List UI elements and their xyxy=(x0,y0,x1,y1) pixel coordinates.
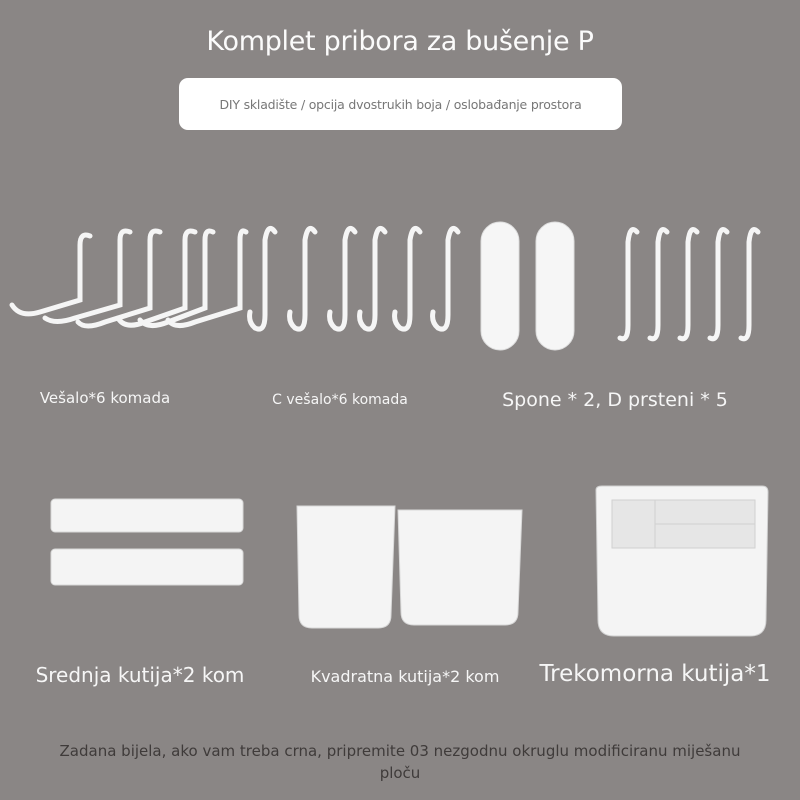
clip-icon xyxy=(481,222,574,350)
label-l-hook: Vešalo*6 komada xyxy=(39,389,171,407)
c-hook-icon xyxy=(250,228,458,329)
square-box-icon xyxy=(297,506,522,628)
d-ring-icon xyxy=(620,230,758,339)
three-compartment-box-icon xyxy=(596,486,768,636)
shelf-box-icon xyxy=(51,499,243,585)
label-square-box: Kvadratna kutija*2 kom xyxy=(310,667,500,686)
label-clips-rings: Spone * 2, D prsteni * 5 xyxy=(502,389,728,411)
subtitle: DIY skladište / opcija dvostrukih boja / oslobađanje prostora xyxy=(219,96,582,112)
label-shelf-box: Srednja kutija*2 kom xyxy=(35,663,245,687)
color-note: Zadana bijela, ako vam treba crna, pripremite 03 nezgodnu okruglu modificiranu miješanu ploču xyxy=(59,742,741,782)
label-three-compartment-box: Trekomorna kutija*1 xyxy=(539,661,771,687)
l-hook-icon xyxy=(12,231,246,326)
label-c-hook: C vešalo*6 komada xyxy=(272,392,408,408)
page-title: Komplet pribora za bušenje P xyxy=(206,26,594,57)
